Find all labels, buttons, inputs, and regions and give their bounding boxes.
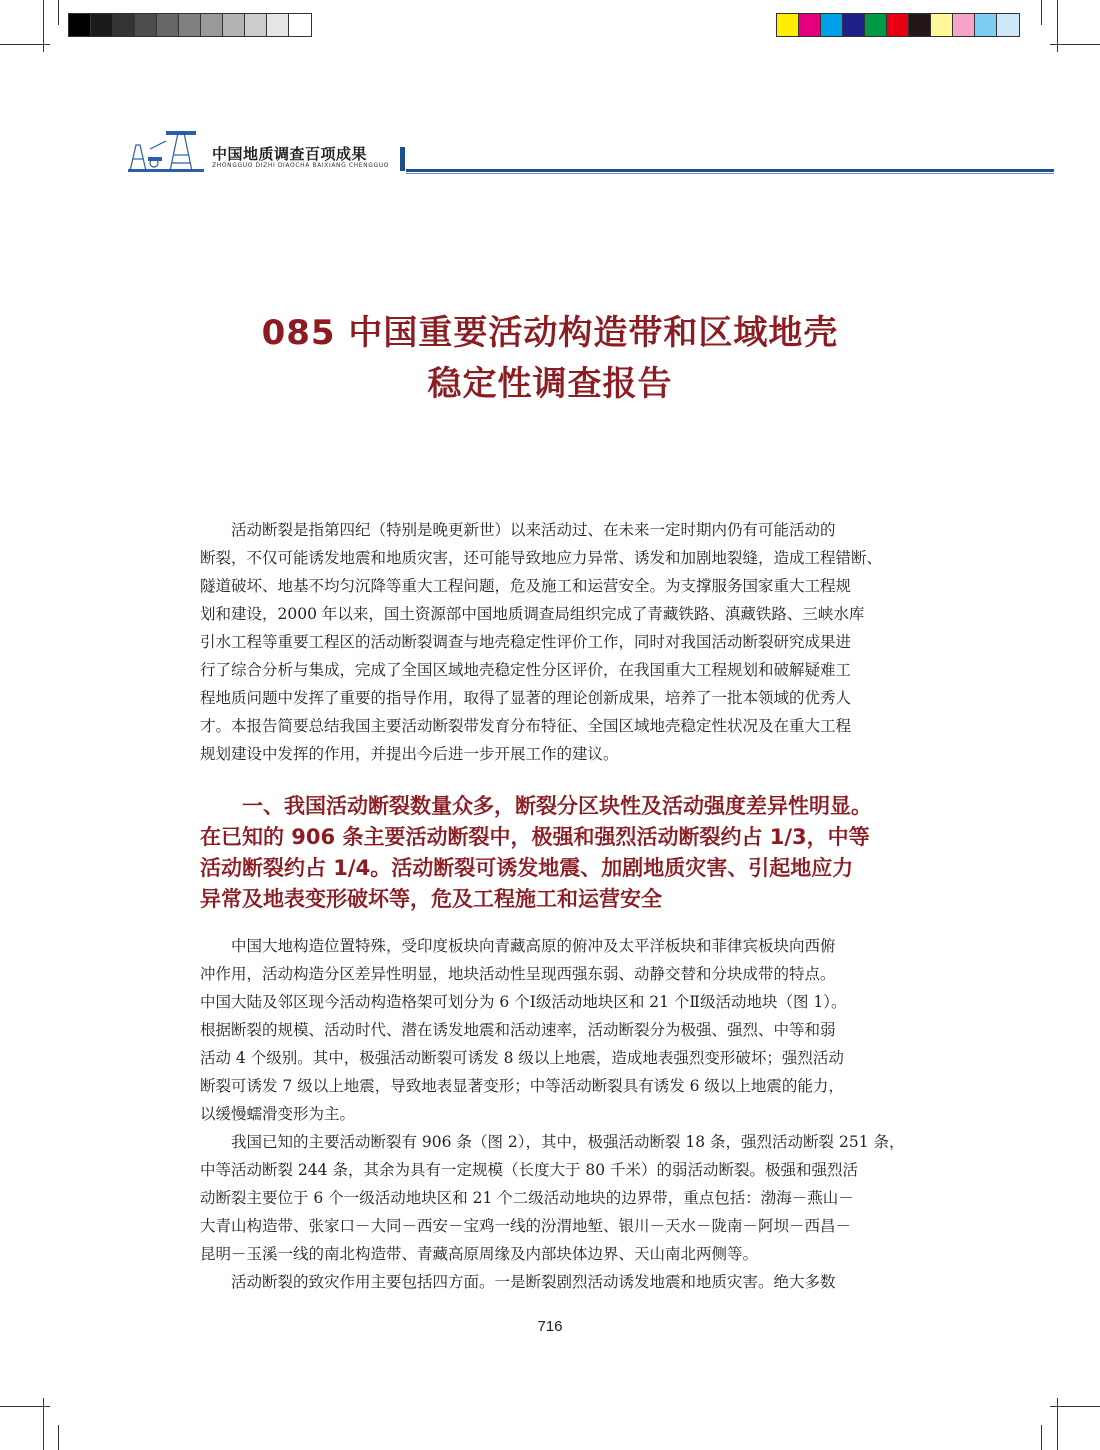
oil-derrick-logo — [126, 127, 206, 173]
header-accent-bar — [400, 147, 405, 171]
body-line: 动断裂主要位于 6 个一级活动地块区和 21 个二级活动地块的边界带，重点包括：渤海－燕山－ — [200, 1189, 854, 1207]
section-heading-1 — [200, 791, 924, 915]
crop-mark-br-v2 — [1041, 1425, 1042, 1450]
intro-line: 行了综合分析与集成，完成了全国区域地壳稳定性分区评价，在我国重大工程规划和破解疑难工 — [200, 661, 852, 679]
intro-line: 规划建设中发挥的作用，并提出今后进一步开展工作的建议。 — [200, 745, 619, 763]
color-swatch — [887, 14, 909, 36]
body-line: 中国大地构造位置特殊，受印度板块向青藏高原的俯冲及太平洋板块和菲律宾板块向西俯 — [200, 937, 836, 955]
intro-line: 划和建设，2000 年以来，国土资源部中国地质调查局组织完成了青藏铁路、滇藏铁路、三峡水库 — [200, 605, 865, 623]
color-swatch — [953, 14, 975, 36]
body-line: 活动断裂的致灾作用主要包括四方面。一是断裂剧烈活动诱发地震和地质灾害。绝大多数 — [200, 1273, 836, 1291]
crop-mark-br-h — [1050, 1406, 1100, 1407]
intro-line: 程地质问题中发挥了重要的指导作用，取得了显著的理论创新成果，培养了一批本领域的优秀人 — [200, 689, 852, 707]
section-heading-line: 异常及地表变形破坏等，危及工程施工和运营安全 — [200, 887, 662, 911]
intro-line: 引水工程等重要工程区的活动断裂调查与地壳稳定性评价工作，同时对我国活动断裂研究成果进 — [200, 633, 852, 651]
series-subtitle: ZHONGGUO DIZHI DIAOCHA BAIXIANG CHENGGUO — [212, 162, 390, 169]
crop-mark-tl-v2 — [58, 0, 59, 25]
crop-mark-bl-v2 — [58, 1425, 59, 1450]
color-swatch — [113, 14, 135, 36]
body-line: 大青山构造带、张家口－大同－西安－宝鸡一线的汾渭地堑、银川－天水－陇南－阿坝－西昌－ — [200, 1217, 852, 1235]
crop-mark-tr-v2 — [1041, 0, 1042, 25]
color-swatch — [865, 14, 887, 36]
color-swatch — [931, 14, 953, 36]
body-line: 以缓慢蠕滑变形为主。 — [200, 1105, 356, 1123]
color-swatch — [821, 14, 843, 36]
crop-mark-bl-h — [0, 1406, 50, 1407]
body-line: 昆明－玉溪一线的南北构造带、青藏高原周缘及内部块体边界、天山南北两侧等。 — [200, 1245, 759, 1263]
body-paragraphs — [200, 932, 924, 1296]
body-line: 我国已知的主要活动断裂有 906 条（图 2），其中，极强活动断裂 18 条，强烈活动断裂 251 条， — [200, 1133, 905, 1151]
body-line: 中国大陆及邻区现今活动构造格架可划分为 6 个Ⅰ级活动地块区和 21 个Ⅱ级活动地块（图 1）。 — [200, 993, 847, 1011]
color-swatch — [289, 14, 311, 36]
intro-paragraph — [200, 516, 924, 768]
color-swatch — [69, 14, 91, 36]
color-swatch — [975, 14, 997, 36]
body-line: 中等活动断裂 244 条，其余为具有一定规模（长度大于 80 千米）的弱活动断裂。极强和强烈活 — [200, 1161, 859, 1179]
color-swatch — [267, 14, 289, 36]
page-number: 716 — [537, 1318, 563, 1335]
intro-line: 隧道破坏、地基不均匀沉降等重大工程问题，危及施工和运营安全。为支撑服务国家重大工程规 — [200, 577, 852, 595]
body-line: 根据断裂的规模、活动时代、潜在诱发地震和活动速率，活动断裂分为极强、强烈、中等和弱 — [200, 1021, 836, 1039]
crop-mark-tl-h — [0, 44, 50, 45]
section-heading-line: 活动断裂约占 1/4。活动断裂可诱发地震、加剧地质灾害、引起地应力 — [200, 856, 854, 880]
header-rule — [406, 169, 1054, 172]
body-line: 断裂可诱发 7 级以上地震，导致地表显著变形；中等活动断裂具有诱发 6 级以上地震的能力， — [200, 1077, 844, 1095]
color-swatch — [91, 14, 113, 36]
color-swatch — [245, 14, 267, 36]
color-swatch — [223, 14, 245, 36]
intro-line: 断裂，不仅可能诱发地震和地质灾害，还可能导致地应力异常、诱发和加剧地裂缝，造成工程错断、 — [200, 549, 883, 567]
color-swatch — [997, 14, 1019, 36]
grayscale-bar — [68, 13, 312, 37]
body-line: 冲作用，活动构造分区差异性明显，地块活动性呈现西强东弱、动静交替和分块成带的特点。 — [200, 965, 836, 983]
color-swatch — [201, 14, 223, 36]
section-heading-line: 一、我国活动断裂数量众多，断裂分区块性及活动强度差异性明显。 — [200, 794, 872, 818]
header-rule-thin — [406, 173, 1054, 174]
section-heading-line: 在已知的 906 条主要活动断裂中，极强和强烈活动断裂约占 1/3，中等 — [200, 825, 870, 849]
report-title-line-1: 085 中国重要活动构造带和区域地壳 — [261, 313, 839, 353]
running-header — [126, 125, 1054, 175]
color-bar — [776, 13, 1020, 37]
color-swatch — [777, 14, 799, 36]
color-swatch — [135, 14, 157, 36]
color-swatch — [157, 14, 179, 36]
series-title: 中国地质调查百项成果 — [212, 145, 368, 163]
color-swatch — [909, 14, 931, 36]
report-title-line-2: 稳定性调查报告 — [427, 364, 673, 404]
color-swatch — [799, 14, 821, 36]
color-swatch — [843, 14, 865, 36]
color-swatch — [179, 14, 201, 36]
intro-line: 才。本报告简要总结我国主要活动断裂带发育分布特征、全国区域地壳稳定性状况及在重大工程 — [200, 717, 852, 735]
intro-line: 活动断裂是指第四纪（特别是晚更新世）以来活动过、在未来一定时期内仍有可能活动的 — [200, 521, 836, 539]
crop-mark-tr-h — [1050, 44, 1100, 45]
body-line: 活动 4 个级别。其中，极强活动断裂可诱发 8 级以上地震，造成地表强烈变形破坏；强烈活动 — [200, 1049, 844, 1067]
